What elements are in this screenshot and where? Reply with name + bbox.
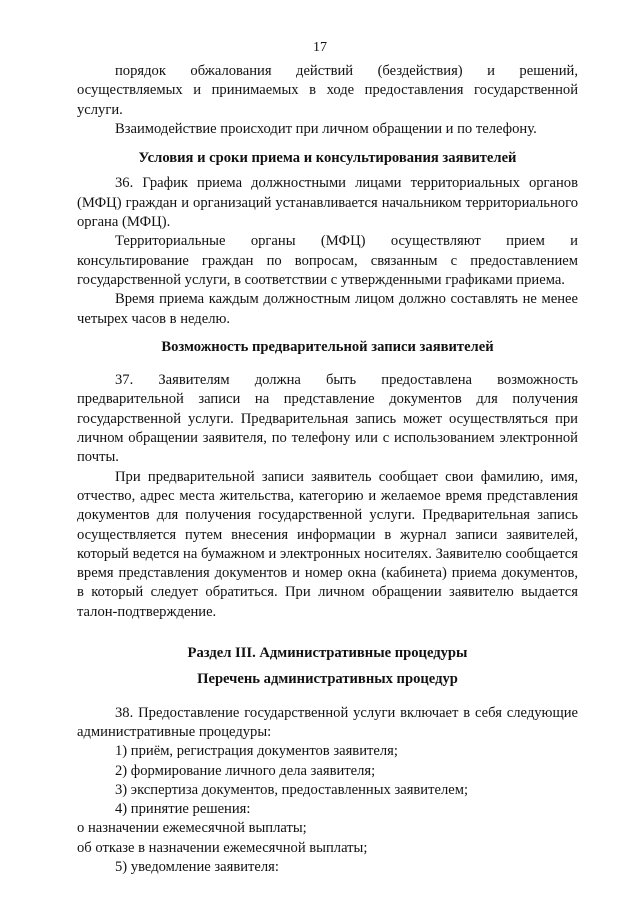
paragraph: Взаимодействие происходит при личном обращении и по телефону. xyxy=(115,120,537,137)
paragraph: Время приема каждым должностным лицом должно составлять не менее четырех часов в неделю. xyxy=(77,291,578,327)
paragraph: 37. Заявителям должна быть предоставлена возможность предварительной записи на представление документов для получения государственной услуги. Предварительная запись может осуществляться при личном обращении заявителя, по телефону или с использованием электронной почты. xyxy=(77,372,578,466)
paragraph: порядок обжалования действий (бездействия) и решений, осуществляемых и принимаемых в ходе предоставления государственной услуги. xyxy=(77,63,578,118)
paragraph: 38. Предоставление государственной услуги включает в себя следующие административные процедуры: xyxy=(77,704,578,740)
page-number: 17 xyxy=(313,40,327,55)
list-item: о назначении ежемесячной выплаты; xyxy=(77,820,307,837)
list-item: 2) формирование личного дела заявителя; xyxy=(115,762,376,779)
list-item: 4) принятие решения: xyxy=(115,801,251,818)
section-heading: Условия и сроки приема и консультирования заявителей xyxy=(138,150,517,167)
list-item: 1) приём, регистрация документов заявителя; xyxy=(115,743,398,760)
list-item: 3) экспертиза документов, предоставленных заявителем; xyxy=(115,781,469,798)
list-item: 5) уведомление заявителя: xyxy=(115,858,279,875)
paragraph: При предварительной записи заявитель сообщает свои фамилию, имя, отчество, адрес места жительства, категорию и желаемое время представления документов для получения государственной услуги. Предварительная запись осуществляется путем внесения информации в журнал записи заявителей, который ведется на бумажном и электронных носителях. Заявителю сообщается время представления документов и номер окна (кабинета) приема документов, в который следует обратиться. При личном обращении заявителю выдается талон-подтверждение. xyxy=(77,468,578,620)
section-heading: Перечень административных процедур xyxy=(197,671,458,688)
chapter-heading: Раздел III. Административные процедуры xyxy=(187,645,468,662)
paragraph: 36. График приема должностными лицами территориальных органов (МФЦ) граждан и организаций устанавливается начальником территориального органа (МФЦ). xyxy=(77,175,578,231)
document-body xyxy=(77,62,578,877)
list-item: об отказе в назначении ежемесячной выплаты; xyxy=(77,839,368,856)
section-heading: Возможность предварительной записи заявителей xyxy=(161,338,494,355)
paragraph: Территориальные органы (МФЦ) осуществляют прием и консультирование граждан по вопросам, связанным с предоставлением государственной услуги, в соответствии с утвержденными графиками приема. xyxy=(77,233,578,288)
